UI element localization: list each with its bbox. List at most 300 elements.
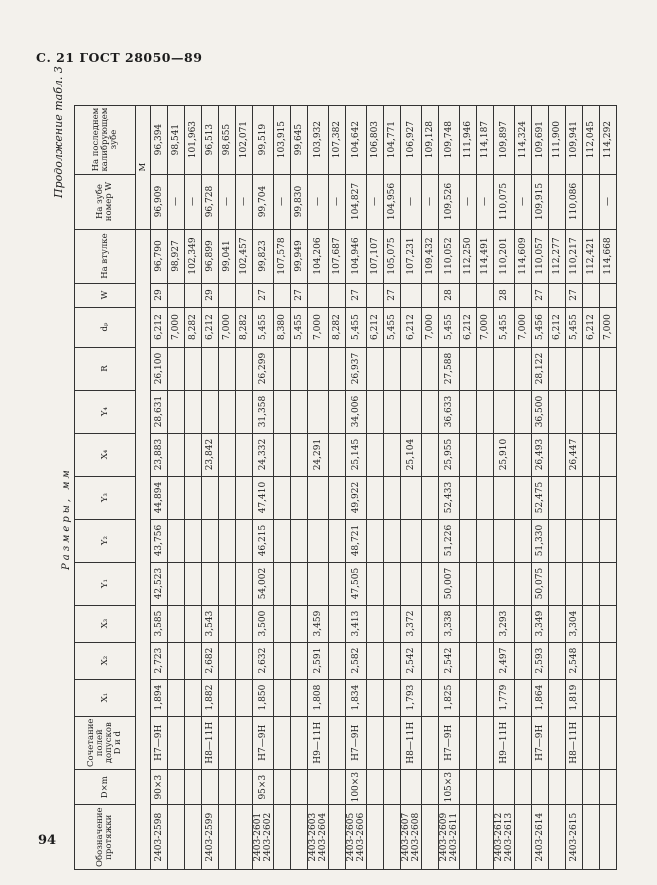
- table-cell: 107,107: [367, 229, 384, 283]
- table-cell: [291, 476, 308, 519]
- table-cell: [329, 605, 346, 642]
- table-cell: —: [422, 174, 439, 229]
- table-cell: 7,000: [219, 307, 236, 347]
- table-cell: [600, 805, 617, 870]
- table-cell: [566, 390, 583, 433]
- table-cell: [291, 679, 308, 716]
- table-cell: 105,075: [384, 229, 401, 283]
- table-cell: 110,217: [566, 229, 583, 283]
- table-cell: 95×3: [253, 769, 274, 804]
- table-cell: [168, 769, 185, 804]
- table-row: [532, 105, 549, 869]
- col-w: W: [75, 283, 136, 307]
- table-cell: [549, 433, 566, 476]
- table-cell: 2403-2614: [532, 805, 549, 870]
- table-cell: 2403-2598: [151, 805, 168, 870]
- table-row: [308, 105, 329, 869]
- table-cell: [308, 562, 329, 605]
- table-cell: [515, 716, 532, 769]
- table-row: [583, 105, 600, 869]
- table-cell: 7,000: [308, 307, 329, 347]
- table-cell: [384, 679, 401, 716]
- table-cell: 52,433: [439, 476, 460, 519]
- table-cell: 25,955: [439, 433, 460, 476]
- table-cell: 28: [494, 283, 515, 307]
- table-cell: [185, 769, 202, 804]
- table-cell: H9—11H: [308, 716, 329, 769]
- table-cell: —: [274, 174, 291, 229]
- table-cell: 5,455: [439, 307, 460, 347]
- table-cell: [367, 390, 384, 433]
- table-row: [566, 105, 583, 869]
- table-row: [460, 105, 477, 869]
- table-cell: 26,100: [151, 347, 168, 390]
- table-row: [346, 105, 367, 869]
- table-cell: [219, 519, 236, 562]
- table-cell: [477, 562, 494, 605]
- table-cell: 96,394: [151, 105, 168, 174]
- table-cell: [384, 519, 401, 562]
- table-cell: [600, 562, 617, 605]
- table-cell: 2,682: [202, 642, 219, 679]
- col-y3: Y₃: [75, 476, 136, 519]
- table-cell: [549, 283, 566, 307]
- table-cell: [384, 476, 401, 519]
- table-cell: [477, 433, 494, 476]
- table-cell: [329, 642, 346, 679]
- table-cell: 2,582: [346, 642, 367, 679]
- table-cell: 107,687: [329, 229, 346, 283]
- table-cell: [367, 642, 384, 679]
- table-cell: 5,455: [494, 307, 515, 347]
- table-cell: [515, 562, 532, 605]
- table-cell: —: [515, 174, 532, 229]
- table-cell: [583, 642, 600, 679]
- table-cell: [515, 805, 532, 870]
- table-cell: [583, 347, 600, 390]
- table-cell: [274, 642, 291, 679]
- table-cell: —: [185, 174, 202, 229]
- table-cell: 107,578: [274, 229, 291, 283]
- table-cell: 48,721: [346, 519, 367, 562]
- table-cell: [367, 476, 384, 519]
- table-cell: [583, 174, 600, 229]
- table-cell: 31,358: [253, 390, 274, 433]
- table-cell: [384, 390, 401, 433]
- table-cell: [185, 347, 202, 390]
- table-cell: [401, 390, 422, 433]
- table-cell: [566, 769, 583, 804]
- table-cell: [219, 562, 236, 605]
- table-cell: [477, 605, 494, 642]
- table-cell: 47,505: [346, 562, 367, 605]
- table-row: [422, 105, 439, 869]
- table-cell: 26,447: [566, 433, 583, 476]
- table-cell: [291, 716, 308, 769]
- table-cell: [583, 769, 600, 804]
- col-x3: X₃: [75, 605, 136, 642]
- table-row: [515, 105, 532, 869]
- table-cell: 26,493: [532, 433, 549, 476]
- table-cell: 26,299: [253, 347, 274, 390]
- table-cell: [367, 433, 384, 476]
- table-cell: 6,212: [583, 307, 600, 347]
- table-cell: [202, 562, 219, 605]
- table-cell: [329, 562, 346, 605]
- table-cell: 2,723: [151, 642, 168, 679]
- table-cell: [422, 519, 439, 562]
- table-cell: [219, 433, 236, 476]
- table-cell: 34,006: [346, 390, 367, 433]
- table-cell: 7,000: [600, 307, 617, 347]
- table-cell: [583, 283, 600, 307]
- table-cell: 107,231: [401, 229, 422, 283]
- table-cell: 2,497: [494, 642, 515, 679]
- table-cell: [274, 519, 291, 562]
- table-cell: 23,883: [151, 433, 168, 476]
- table-cell: [583, 433, 600, 476]
- table-row: [439, 105, 460, 869]
- table-cell: [274, 562, 291, 605]
- table-cell: 2403-2601 2403-2602: [253, 805, 274, 870]
- table-cell: 103,915: [274, 105, 291, 174]
- table-cell: 6,212: [151, 307, 168, 347]
- table-cell: [274, 805, 291, 870]
- table-cell: [274, 476, 291, 519]
- table-cell: 102,457: [236, 229, 253, 283]
- table-cell: [460, 476, 477, 519]
- table-cell: [367, 716, 384, 769]
- table-cell: 1,808: [308, 679, 329, 716]
- table-cell: [460, 605, 477, 642]
- table-cell: [422, 769, 439, 804]
- table-cell: 25,910: [494, 433, 515, 476]
- table-cell: [600, 433, 617, 476]
- table-cell: [600, 716, 617, 769]
- col-m-tooth: На зубе номер W: [75, 174, 136, 229]
- table-cell: 112,277: [549, 229, 566, 283]
- table-cell: [460, 679, 477, 716]
- table-row: [291, 105, 308, 869]
- col-x4: X₄: [75, 433, 136, 476]
- table-cell: [600, 283, 617, 307]
- table-cell: 8,282: [185, 307, 202, 347]
- table-cell: 44,894: [151, 476, 168, 519]
- table-cell: [515, 519, 532, 562]
- table-cell: 103,932: [308, 105, 329, 174]
- table-cell: 110,075: [494, 174, 515, 229]
- table-cell: 23,842: [202, 433, 219, 476]
- table-cell: [219, 390, 236, 433]
- table-cell: 114,292: [600, 105, 617, 174]
- table-cell: —: [236, 174, 253, 229]
- table-cell: 99,704: [253, 174, 274, 229]
- table-cell: [600, 476, 617, 519]
- table-cell: [422, 347, 439, 390]
- table-cell: [460, 390, 477, 433]
- table-cell: H7—9H: [253, 716, 274, 769]
- table-cell: 104,946: [346, 229, 367, 283]
- table-cell: [367, 347, 384, 390]
- col-m-last: На последнем калибрующем зубе: [75, 105, 136, 174]
- table-cell: 1,834: [346, 679, 367, 716]
- table-cell: [384, 642, 401, 679]
- table-cell: [384, 347, 401, 390]
- table-cell: [202, 347, 219, 390]
- table-cell: [308, 769, 329, 804]
- table-continuation-label: Продолжение табл. 3: [52, 66, 65, 198]
- table-cell: [185, 519, 202, 562]
- table-cell: [549, 716, 566, 769]
- table-cell: [185, 605, 202, 642]
- col-m-bushing: На втулке: [75, 229, 136, 283]
- table-cell: 3,372: [401, 605, 422, 642]
- table-cell: 99,823: [253, 229, 274, 283]
- table-cell: [308, 283, 329, 307]
- table-cell: 109,941: [566, 105, 583, 174]
- table-cell: [384, 562, 401, 605]
- table-cell: [422, 562, 439, 605]
- table-cell: [236, 805, 253, 870]
- table-row: [367, 105, 384, 869]
- table-cell: [219, 347, 236, 390]
- table-row: [274, 105, 291, 869]
- table-cell: [291, 519, 308, 562]
- table-cell: 104,827: [346, 174, 367, 229]
- table-cell: [494, 390, 515, 433]
- table-cell: 2403-2615: [566, 805, 583, 870]
- table-cell: [460, 347, 477, 390]
- table-cell: H7—9H: [151, 716, 168, 769]
- table-cell: 110,057: [532, 229, 549, 283]
- table-cell: 5,455: [253, 307, 274, 347]
- table-cell: [566, 347, 583, 390]
- table-cell: 1,882: [202, 679, 219, 716]
- table-cell: [566, 562, 583, 605]
- table-cell: [185, 679, 202, 716]
- table-cell: [329, 769, 346, 804]
- table-cell: [600, 390, 617, 433]
- table-cell: 111,946: [460, 105, 477, 174]
- table-cell: [583, 605, 600, 642]
- table-cell: 6,212: [401, 307, 422, 347]
- table-cell: [329, 347, 346, 390]
- table-cell: [367, 679, 384, 716]
- table-cell: [274, 347, 291, 390]
- table-cell: 1,894: [151, 679, 168, 716]
- table-cell: [460, 562, 477, 605]
- table-cell: 3,304: [566, 605, 583, 642]
- table-cell: 2,593: [532, 642, 549, 679]
- table-cell: —: [308, 174, 329, 229]
- table-cell: [367, 562, 384, 605]
- table-cell: [236, 519, 253, 562]
- table-cell: 98,927: [168, 229, 185, 283]
- table-cell: [185, 716, 202, 769]
- table-cell: [583, 476, 600, 519]
- table-cell: 3,293: [494, 605, 515, 642]
- table-cell: [600, 642, 617, 679]
- table-row: [329, 105, 346, 869]
- table-cell: [401, 769, 422, 804]
- table-cell: 2,548: [566, 642, 583, 679]
- table-cell: [549, 769, 566, 804]
- table-cell: [422, 433, 439, 476]
- table-cell: [384, 716, 401, 769]
- table-cell: [185, 283, 202, 307]
- table-cell: 54,002: [253, 562, 274, 605]
- table-cell: H8—11H: [566, 716, 583, 769]
- table-cell: [384, 605, 401, 642]
- table-cell: [515, 679, 532, 716]
- table-cell: 96,899: [202, 229, 219, 283]
- table-cell: 107,382: [329, 105, 346, 174]
- table-cell: [460, 433, 477, 476]
- table-cell: [549, 605, 566, 642]
- table-cell: 5,455: [566, 307, 583, 347]
- table-cell: —: [477, 174, 494, 229]
- table-cell: 112,421: [583, 229, 600, 283]
- table-cell: 2403-2603 2403-2604: [308, 805, 329, 870]
- table-row: [253, 105, 274, 869]
- table-cell: [291, 805, 308, 870]
- table-cell: [549, 679, 566, 716]
- table-cell: 7,000: [168, 307, 185, 347]
- table-cell: [274, 716, 291, 769]
- table-cell: 27: [566, 283, 583, 307]
- rotated-table-area: [52, 66, 627, 870]
- table-cell: [549, 642, 566, 679]
- table-cell: [219, 642, 236, 679]
- table-cell: 98,655: [219, 105, 236, 174]
- table-row: [202, 105, 219, 869]
- table-cell: 90×3: [151, 769, 168, 804]
- table-cell: 5,456: [532, 307, 549, 347]
- table-cell: [494, 347, 515, 390]
- table-cell: [477, 390, 494, 433]
- table-cell: —: [600, 174, 617, 229]
- table-cell: [477, 519, 494, 562]
- table-cell: 3,349: [532, 605, 549, 642]
- table-cell: [401, 519, 422, 562]
- col-dxm: D×m: [75, 769, 136, 804]
- table-cell: 2403-2609 2403-2611: [439, 805, 460, 870]
- table-cell: [219, 716, 236, 769]
- table-cell: [274, 679, 291, 716]
- table-cell: [308, 519, 329, 562]
- col-m-group: M: [136, 105, 151, 229]
- table-cell: 96,909: [151, 174, 168, 229]
- table-cell: 2,591: [308, 642, 329, 679]
- table-cell: [219, 805, 236, 870]
- table-cell: [477, 476, 494, 519]
- table-cell: [185, 562, 202, 605]
- table-cell: [460, 769, 477, 804]
- table-cell: 104,642: [346, 105, 367, 174]
- table-cell: 1,864: [532, 679, 549, 716]
- table-cell: 50,075: [532, 562, 549, 605]
- table-row: [185, 105, 202, 869]
- table-cell: [494, 476, 515, 519]
- table-cell: [515, 605, 532, 642]
- table-cell: 104,956: [384, 174, 401, 229]
- table-cell: 25,104: [401, 433, 422, 476]
- table-cell: [367, 283, 384, 307]
- table-cell: [236, 347, 253, 390]
- table-cell: [202, 476, 219, 519]
- table-cell: [367, 519, 384, 562]
- table-cell: [291, 642, 308, 679]
- table-cell: [185, 476, 202, 519]
- table-cell: [515, 347, 532, 390]
- col-x1: X₁: [75, 679, 136, 716]
- table-cell: 2,542: [439, 642, 460, 679]
- table-cell: —: [367, 174, 384, 229]
- table-cell: [185, 642, 202, 679]
- table-cell: 96,790: [151, 229, 168, 283]
- table-row: [549, 105, 566, 869]
- table-cell: 7,000: [477, 307, 494, 347]
- table-cell: [583, 562, 600, 605]
- table-cell: 2403-2599: [202, 805, 219, 870]
- table-cell: [274, 283, 291, 307]
- table-cell: 29: [202, 283, 219, 307]
- table-cell: [219, 679, 236, 716]
- table-cell: [202, 519, 219, 562]
- table-cell: 5,455: [384, 307, 401, 347]
- col-r: R: [75, 347, 136, 390]
- table-cell: 7,000: [422, 307, 439, 347]
- table-cell: 27: [253, 283, 274, 307]
- table-cell: 105×3: [439, 769, 460, 804]
- sizes-caption: Размеры, мм: [61, 467, 72, 570]
- table-cell: [329, 716, 346, 769]
- table-cell: [236, 716, 253, 769]
- table-cell: [600, 347, 617, 390]
- table-row: [401, 105, 422, 869]
- table-cell: 2403-2612 2403-2613: [494, 805, 515, 870]
- table-cell: [494, 769, 515, 804]
- table-cell: 6,212: [202, 307, 219, 347]
- table-cell: 3,413: [346, 605, 367, 642]
- table-cell: [401, 562, 422, 605]
- table-cell: 102,071: [236, 105, 253, 174]
- table-cell: 28,122: [532, 347, 549, 390]
- table-cell: [401, 347, 422, 390]
- table-cell: 6,212: [460, 307, 477, 347]
- table-cell: [202, 769, 219, 804]
- table-cell: [549, 519, 566, 562]
- table-cell: [329, 283, 346, 307]
- table-cell: [401, 283, 422, 307]
- table-cell: 6,212: [549, 307, 566, 347]
- table-cell: [477, 679, 494, 716]
- table-cell: 109,691: [532, 105, 549, 174]
- table-cell: 1,850: [253, 679, 274, 716]
- table-cell: 27: [384, 283, 401, 307]
- table-cell: [460, 519, 477, 562]
- table-cell: 27: [291, 283, 308, 307]
- table-cell: [600, 519, 617, 562]
- table-cell: [236, 433, 253, 476]
- table-cell: 114,668: [600, 229, 617, 283]
- page-number: 94: [38, 833, 57, 848]
- table-row: [236, 105, 253, 869]
- table-cell: 106,803: [367, 105, 384, 174]
- table-cell: [329, 476, 346, 519]
- table-cell: 109,526: [439, 174, 460, 229]
- table-cell: [236, 679, 253, 716]
